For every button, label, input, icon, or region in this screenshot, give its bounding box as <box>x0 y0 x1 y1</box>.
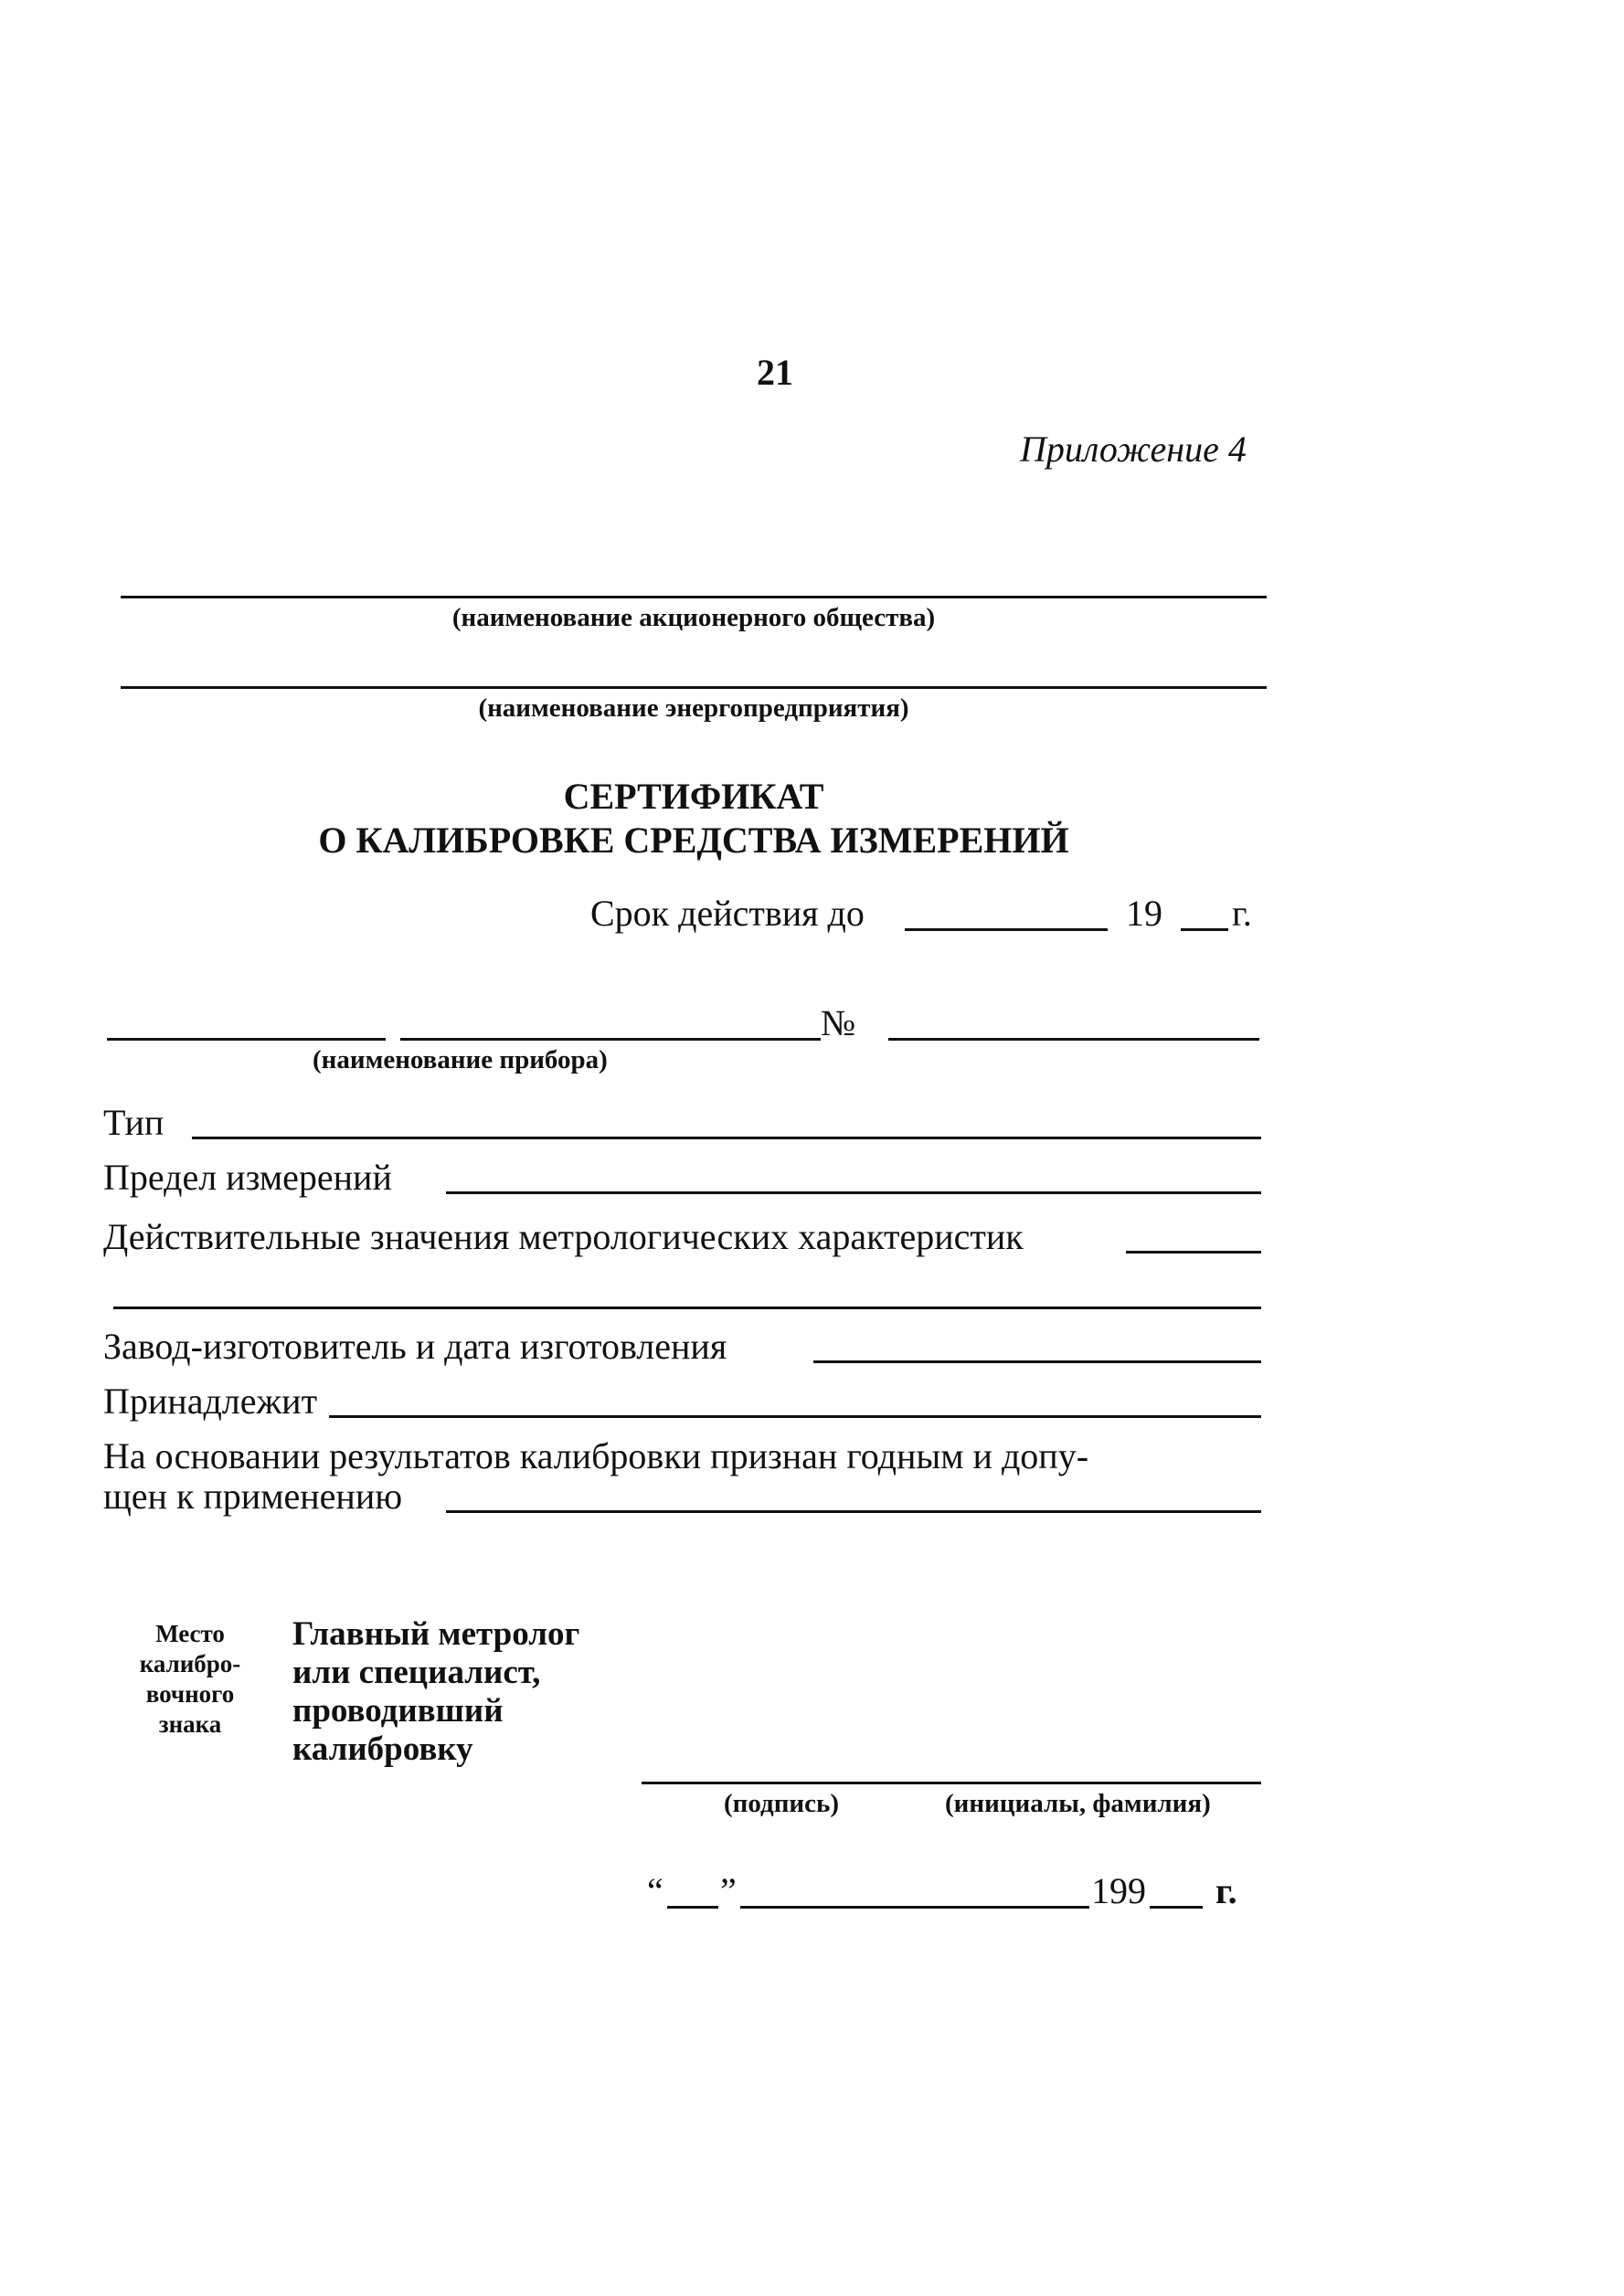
signature-caption: (подпись) <box>724 1789 839 1818</box>
device-number-sign: № <box>821 1002 856 1043</box>
conclusion-line[interactable] <box>446 1510 1261 1513</box>
metrology-label: Действительные значения метрологических характеристик <box>103 1216 1024 1257</box>
type-line[interactable] <box>192 1137 1261 1139</box>
certificate-subtitle: О КАЛИБРОВКЕ СРЕДСТВА ИЗМЕРЕНИЙ <box>318 820 1069 861</box>
calibration-mark-line-2: калибро- <box>139 1650 241 1677</box>
signatory-block <box>292 1615 579 1769</box>
date-close-quote: ” <box>720 1870 737 1911</box>
owner-label: Принадлежит <box>103 1381 318 1422</box>
validity-year-suffix: г. <box>1232 893 1252 934</box>
manufacturer-line[interactable] <box>813 1360 1261 1363</box>
date-year-prefix: 199 <box>1091 1870 1146 1911</box>
device-number-line[interactable] <box>888 1038 1259 1041</box>
calibration-mark-place <box>108 1619 272 1740</box>
date-year-suffix: г. <box>1215 1870 1237 1911</box>
date-open-quote: “ <box>647 1870 663 1911</box>
owner-line[interactable] <box>329 1415 1261 1418</box>
metrology-line-1[interactable] <box>1126 1251 1261 1254</box>
signature-line[interactable] <box>642 1782 1261 1784</box>
validity-year-prefix: 19 <box>1126 893 1162 934</box>
signatory-line-1: Главный метролог <box>292 1615 580 1653</box>
metrology-line-2[interactable] <box>113 1307 1261 1309</box>
calibration-mark-line-1: Место <box>155 1620 225 1647</box>
calibration-mark-line-4: знака <box>158 1710 222 1738</box>
device-name-line-2[interactable] <box>400 1038 821 1041</box>
range-line[interactable] <box>446 1191 1261 1194</box>
enterprise-name-line[interactable] <box>121 686 1267 689</box>
manufacturer-label: Завод-изготовитель и дата изготовления <box>103 1326 727 1367</box>
signatory-line-4: калибровку <box>292 1730 473 1768</box>
type-label: Тип <box>103 1102 165 1143</box>
calibration-mark-line-3: вочного <box>145 1680 235 1708</box>
signatory-line-3: проводивший <box>292 1692 504 1730</box>
date-month-line[interactable] <box>740 1906 1089 1909</box>
signatory-line-2: или специалист, <box>292 1654 541 1691</box>
validity-date-line[interactable] <box>905 928 1108 931</box>
appendix-label: Приложение 4 <box>1020 429 1247 470</box>
enterprise-name-caption: (наименование энергопредприятия) <box>478 693 909 723</box>
name-caption: (инициалы, фамилия) <box>945 1789 1211 1818</box>
page-number: 21 <box>757 352 793 393</box>
conclusion-text-line-2: щен к применению <box>103 1476 403 1517</box>
certificate-title: СЕРТИФИКАТ <box>563 776 824 817</box>
range-label: Предел измерений <box>103 1157 392 1198</box>
date-year-line[interactable] <box>1150 1906 1203 1909</box>
device-name-caption: (наименование прибора) <box>313 1045 608 1074</box>
device-name-line-1[interactable] <box>107 1038 386 1041</box>
validity-year-line[interactable] <box>1181 928 1228 931</box>
validity-label: Срок действия до <box>590 893 865 934</box>
org-name-line[interactable] <box>121 596 1267 598</box>
org-name-caption: (наименование акционерного общества) <box>451 603 936 632</box>
date-day-line[interactable] <box>667 1906 718 1909</box>
conclusion-text-line-1: На основании результатов калибровки признан годным и допу- <box>103 1435 1089 1476</box>
